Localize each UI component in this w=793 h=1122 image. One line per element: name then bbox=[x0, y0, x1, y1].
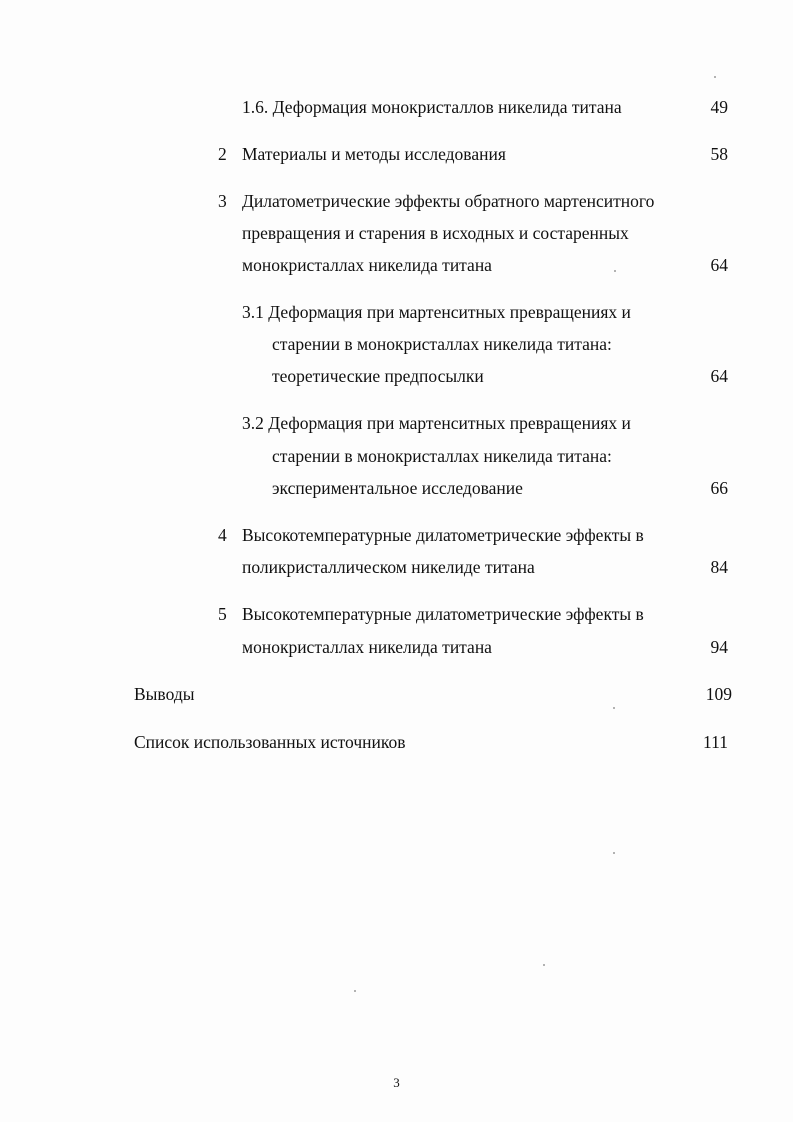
toc-entry-3-title-line-3: монокристаллах никелида титана bbox=[242, 255, 492, 275]
toc-entry-references-page: 111 bbox=[703, 732, 728, 752]
toc-entry-4-title-line-2: поликристаллическом никелиде титана bbox=[242, 557, 535, 577]
toc-entry-5-title-line-1: Высокотемпературные дилатометрические эффекты в bbox=[242, 604, 644, 624]
toc-entry-conclusions-page: 109 bbox=[705, 684, 732, 704]
toc-entry-3-title-line-2: превращения и старения в исходных и состаренных bbox=[242, 223, 629, 243]
toc-entry-references-title: Список использованных источников bbox=[134, 732, 406, 752]
toc-entry-3-1-page: 64 bbox=[710, 366, 728, 386]
scan-speck bbox=[614, 270, 616, 272]
toc-entry-conclusions-title: Выводы bbox=[134, 684, 195, 704]
toc-entry-3-number: 3 bbox=[218, 191, 227, 211]
toc-entry-3-1-title-line-1: 3.1 Деформация при мартенситных превращениях и bbox=[242, 302, 631, 322]
toc-entry-2-title: Материалы и методы исследования bbox=[242, 144, 506, 164]
scan-speck bbox=[543, 964, 545, 966]
scan-speck bbox=[613, 707, 615, 709]
toc-entry-5-title-line-2: монокристаллах никелида титана bbox=[242, 637, 492, 657]
page-number: 3 bbox=[393, 1075, 400, 1090]
toc-entry-2-number: 2 bbox=[218, 144, 227, 164]
scan-speck bbox=[714, 76, 716, 78]
toc-entry-2-page: 58 bbox=[710, 144, 728, 164]
toc-entry-5-number: 5 bbox=[218, 604, 227, 624]
toc-entry-3-title-line-1: Дилатометрические эффекты обратного мартенситного bbox=[242, 191, 655, 211]
toc-entry-1-6-title: 1.6. Деформация монокристаллов никелида титана bbox=[242, 97, 622, 117]
toc-entry-3-1-title-line-2: старении в монокристаллах никелида титана: bbox=[272, 334, 612, 354]
scan-speck bbox=[354, 990, 356, 992]
toc-entry-5-page: 94 bbox=[710, 637, 728, 657]
toc-entry-3-2-title-line-2: старении в монокристаллах никелида титана: bbox=[272, 446, 612, 466]
toc-entry-3-2-page: 66 bbox=[710, 478, 728, 498]
toc-entry-4-page: 84 bbox=[710, 557, 728, 577]
toc-entry-3-page: 64 bbox=[710, 255, 728, 275]
toc-entry-3-2-title-line-1: 3.2 Деформация при мартенситных превращениях и bbox=[242, 413, 631, 433]
toc-entry-3-2-title-line-3: экспериментальное исследование bbox=[272, 478, 523, 498]
toc-entry-4-title-line-1: Высокотемпературные дилатометрические эффекты в bbox=[242, 525, 644, 545]
toc-entry-1-6-page: 49 bbox=[710, 97, 728, 117]
scan-speck bbox=[613, 852, 615, 854]
toc-entry-4-number: 4 bbox=[218, 525, 227, 545]
toc-entry-3-1-title-line-3: теоретические предпосылки bbox=[272, 366, 484, 386]
